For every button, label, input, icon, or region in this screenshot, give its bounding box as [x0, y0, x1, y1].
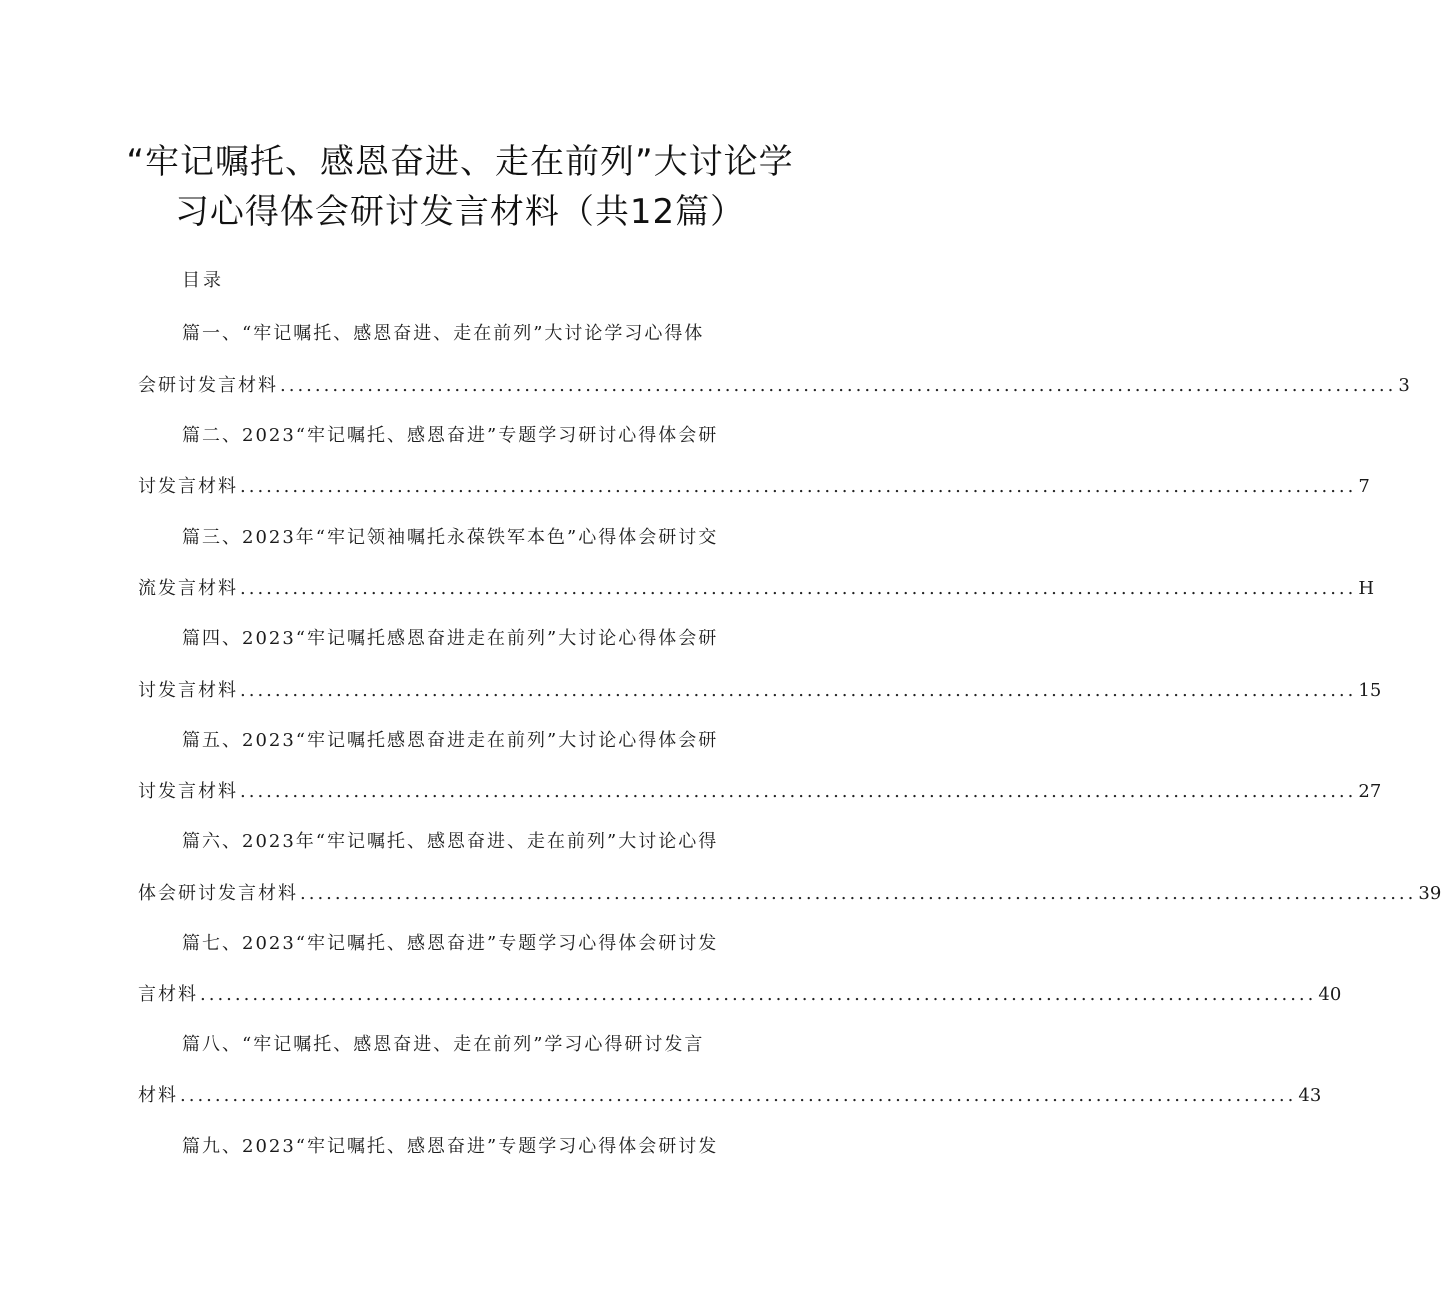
toc-entry-4-page: 15 [1358, 680, 1382, 701]
toc-entry-2-leader: ................................................................................................................................ [240, 476, 1357, 497]
toc-entry-5-title[interactable]: 篇五、2023“牢记嘱托感恩奋进走在前列”大讨论心得体会研 [182, 730, 719, 751]
doc-title-line-1: “牢记嘱托、感恩奋进、走在前列”大讨论学 [126, 142, 794, 182]
toc-entry-5-continuation[interactable] [138, 777, 1382, 803]
toc-entry-4-title-cont: 讨发言材料 [138, 680, 238, 701]
toc-entry-4-leader: ................................................................................................................................ [240, 680, 1357, 701]
toc-entry-8-title-cont: 材料 [138, 1085, 178, 1106]
toc-entry-1-page: 3 [1398, 375, 1410, 396]
toc-entry-8-page: 43 [1298, 1085, 1322, 1106]
toc-entry-8-continuation[interactable] [138, 1081, 1322, 1107]
toc-entry-8-title[interactable]: 篇八、“牢记嘱托、感恩奋进、走在前列”学习心得研讨发言 [182, 1034, 705, 1055]
toc-entry-7-continuation[interactable] [138, 980, 1342, 1006]
toc-entry-8-leader: ................................................................................................................................ [180, 1085, 1297, 1106]
toc-entry-4-title[interactable]: 篇四、2023“牢记嘱托感恩奋进走在前列”大讨论心得体会研 [182, 628, 719, 649]
toc-entry-1-title-cont: 会研讨发言材料 [138, 375, 278, 396]
toc-entry-3-page: H [1358, 578, 1375, 599]
toc-entry-3-title[interactable]: 篇三、2023年“牢记领袖嘱托永葆铁军本色”心得体会研讨交 [182, 527, 719, 548]
toc-entry-3-continuation[interactable] [138, 574, 1375, 600]
toc-entry-1-title[interactable]: 篇一、“牢记嘱托、感恩奋进、走在前列”大讨论学习心得体 [182, 323, 705, 344]
doc-title-line-2: 习心得体会研讨发言材料（共12篇） [174, 192, 746, 232]
toc-entry-4-continuation[interactable] [138, 676, 1382, 702]
toc-entry-5-leader: ................................................................................................................................ [240, 781, 1357, 802]
toc-entry-7-leader: ................................................................................................................................ [200, 984, 1317, 1005]
toc-entry-7-title[interactable]: 篇七、2023“牢记嘱托、感恩奋进”专题学习心得体会研讨发 [182, 933, 719, 954]
toc-entry-2-page: 7 [1358, 476, 1370, 497]
toc-entry-6-page: 39 [1418, 883, 1441, 904]
toc-entry-1-leader: ................................................................................................................................ [280, 375, 1397, 396]
toc-entry-7-page: 40 [1318, 984, 1342, 1005]
toc-entry-6-title-cont: 体会研讨发言材料 [138, 883, 298, 904]
toc-entry-7-title-cont: 言材料 [138, 984, 198, 1005]
toc-entry-1-continuation[interactable] [138, 371, 1410, 397]
toc-entry-3-leader: ................................................................................................................................ [240, 578, 1357, 599]
toc-entry-5-page: 27 [1358, 781, 1382, 802]
toc-heading: 目录 [182, 270, 224, 291]
toc-entry-2-title[interactable]: 篇二、2023“牢记嘱托、感恩奋进”专题学习研讨心得体会研 [182, 425, 719, 446]
toc-entry-6-leader: ................................................................................................................................ [300, 883, 1417, 904]
toc-entry-5-title-cont: 讨发言材料 [138, 781, 238, 802]
toc-entry-2-title-cont: 讨发言材料 [138, 476, 238, 497]
toc-entry-9-title[interactable]: 篇九、2023“牢记嘱托、感恩奋进”专题学习心得体会研讨发 [182, 1136, 719, 1157]
toc-entry-3-title-cont: 流发言材料 [138, 578, 238, 599]
toc-entry-6-continuation[interactable] [138, 879, 1441, 905]
toc-entry-2-continuation[interactable] [138, 472, 1370, 498]
toc-entry-6-title[interactable]: 篇六、2023年“牢记嘱托、感恩奋进、走在前列”大讨论心得 [182, 831, 719, 852]
